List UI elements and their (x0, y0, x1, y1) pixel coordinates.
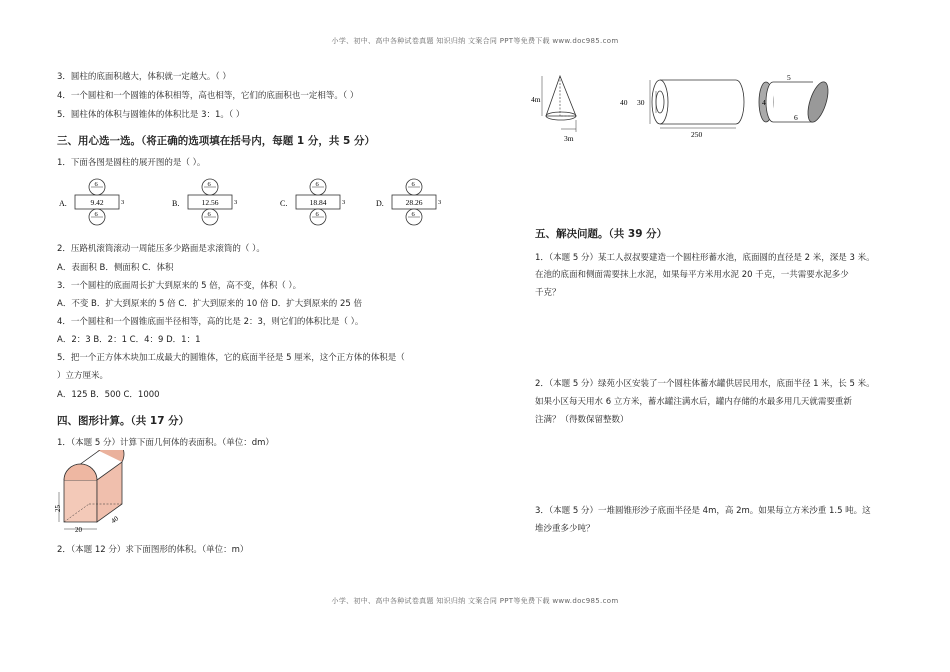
choice-q1: 1．下面各图是圆柱的展开图的是（ ）。 (57, 158, 206, 168)
dim-height: 25 (54, 505, 62, 512)
rectangle-width-label: 3 (342, 199, 346, 206)
problem-2-line-3: 注满？（得数保留整数） (535, 415, 629, 425)
bottom-diameter-label: 6 (411, 211, 415, 218)
option-letter: D. (376, 199, 384, 208)
cut-top-label: 5 (787, 73, 791, 82)
pipe-length-label: 250 (691, 130, 703, 139)
dim-depth: 40 (109, 514, 120, 526)
rectangle-width-label: 3 (234, 199, 238, 206)
option-letter: A. (59, 199, 67, 208)
problem-2-line-1: 2．（本题 5 分）绿苑小区安装了一个圆柱体蓄水罐供居民用水，底面半径 1 米，长 5 米。 (535, 379, 875, 389)
section-3-title: 三、用心选一选。（将正确的选项填在括号内，每题 1 分，共 5 分） (57, 135, 375, 147)
calc-q1: 1．（本题 5 分）计算下面几何体的表面积。（单位：dm） (57, 438, 274, 448)
choice-q5-cont: ）立方厘米。 (57, 371, 109, 381)
problem-1-line-2: 在池的底面和侧面需要抹上水泥，如果每平方米用水泥 20 千克，一共需要水泥多少 (535, 270, 849, 280)
top-diameter-label: 6 (315, 181, 319, 188)
choice-q4: 4．一个圆柱和一个圆锥底面半径相等，高的比是 2：3，则它们的体积比是（ ）。 (57, 317, 364, 327)
cut-cylinder-figure (759, 73, 832, 124)
cylinder-net-diagram (278, 178, 368, 226)
calc-q2: 2．（本题 12 分）求下面图形的体积。（单位：m） (57, 545, 249, 555)
rectangle-width-label: 3 (121, 199, 125, 206)
judge-item-3: 3．圆柱的底面积越大，体积就一定越大。（ ） (57, 72, 231, 82)
problem-1-line-3: 千克？ (535, 288, 561, 298)
section-4-title: 四、图形计算。（共 17 分） (57, 415, 190, 427)
hollow-pipe-figure (620, 80, 744, 139)
page-header: 小学、初中、高中各种试卷真题 知识归纳 文案合同 PPT等免费下载 www.doc985.com (331, 37, 619, 45)
judge-item-4: 4．一个圆柱和一个圆锥的体积相等，高也相等，它们的底面积也一定相等。（ ） (57, 91, 359, 101)
q1-option-b[interactable] (170, 178, 260, 226)
bottom-diameter-label: 6 (315, 211, 319, 218)
top-diameter-label: 6 (411, 181, 415, 188)
option-letter: B. (172, 199, 180, 208)
choice-q3-options: A．不变 B．扩大到原来的 5 倍 C．扩大到原来的 10 倍 D．扩大到原来的 25 倍 (57, 299, 362, 309)
choice-q2-options: A．表面积 B．侧面积 C．体积 (57, 263, 174, 273)
cone-figure (531, 76, 576, 143)
choice-q4-options: A．2：3 B．2：1 C．4：9 D．1：1 (57, 335, 201, 345)
judge-item-5: 5．圆柱体的体积与圆锥体的体积比是 3：1。（ ） (57, 110, 245, 120)
problem-2-line-2: 如果小区每天用水 6 立方米，蓄水罐注满水后，罐内存储的水最多用几天就需要重新 (535, 397, 852, 407)
q1-option-c[interactable] (278, 178, 368, 226)
q1-option-d[interactable] (374, 178, 464, 226)
cone-radius-label: 3m (564, 134, 574, 143)
choice-q5-options: A．125 B．500 C．1000 (57, 390, 160, 400)
pipe-inner-label: 30 (637, 98, 645, 107)
cone-height-label: 4m (531, 95, 541, 104)
choice-q3: 3．一个圆柱的底面周长扩大到原来的 5 倍，高不变，体积（ ）。 (57, 281, 302, 291)
section-5-title: 五、解决问题。（共 39 分） (535, 228, 668, 240)
pipe-outer-label: 40 (620, 98, 628, 107)
problem-1-line-1: 1．（本题 5 分）某工人叔叔要建造一个圆柱形蓄水池，底面圆的直径是 2 米，深是 3 米。 (535, 253, 875, 263)
q1-option-a[interactable] (57, 178, 147, 226)
cylinder-net-diagram (374, 178, 464, 226)
cut-right-label: 6 (794, 113, 798, 122)
cylinder-net-diagram (57, 178, 147, 226)
top-diameter-label: 6 (94, 181, 98, 188)
bottom-diameter-label: 6 (94, 211, 98, 218)
choice-q2: 2．压路机滚筒滚动一周能压多少路面是求滚筒的（ ）。 (57, 244, 265, 254)
page-footer: 小学、初中、高中各种试卷真题 知识归纳 文案合同 PPT等免费下载 www.doc985.com (331, 597, 619, 605)
rectangle-length-label: 18.84 (309, 198, 327, 207)
problem-3-line-1: 3．（本题 5 分）一堆圆锥形沙子底面半径是 4m，高 2m。如果每立方米沙重 1.5 吨。这 (535, 506, 871, 516)
rectangle-length-label: 12.56 (201, 198, 219, 207)
dim-width: 20 (75, 526, 82, 534)
rectangle-width-label: 3 (438, 199, 442, 206)
rectangle-length-label: 28.26 (405, 198, 423, 207)
rectangle-length-label: 9.42 (90, 198, 104, 207)
half-cylinder-prism-figure (52, 450, 132, 535)
option-letter: C. (280, 199, 288, 208)
problem-3-line-2: 堆沙重多少吨？ (535, 524, 595, 534)
top-diameter-label: 6 (207, 181, 211, 188)
bottom-diameter-label: 6 (207, 211, 211, 218)
cylinder-net-diagram (170, 178, 260, 226)
volume-figures (530, 70, 850, 150)
choice-q5: 5．把一个正方体木块加工成最大的圆锥体，它的底面半径是 5 厘米，这个正方体的体积是（ (57, 353, 405, 363)
cut-left-label: 4 (762, 98, 766, 107)
